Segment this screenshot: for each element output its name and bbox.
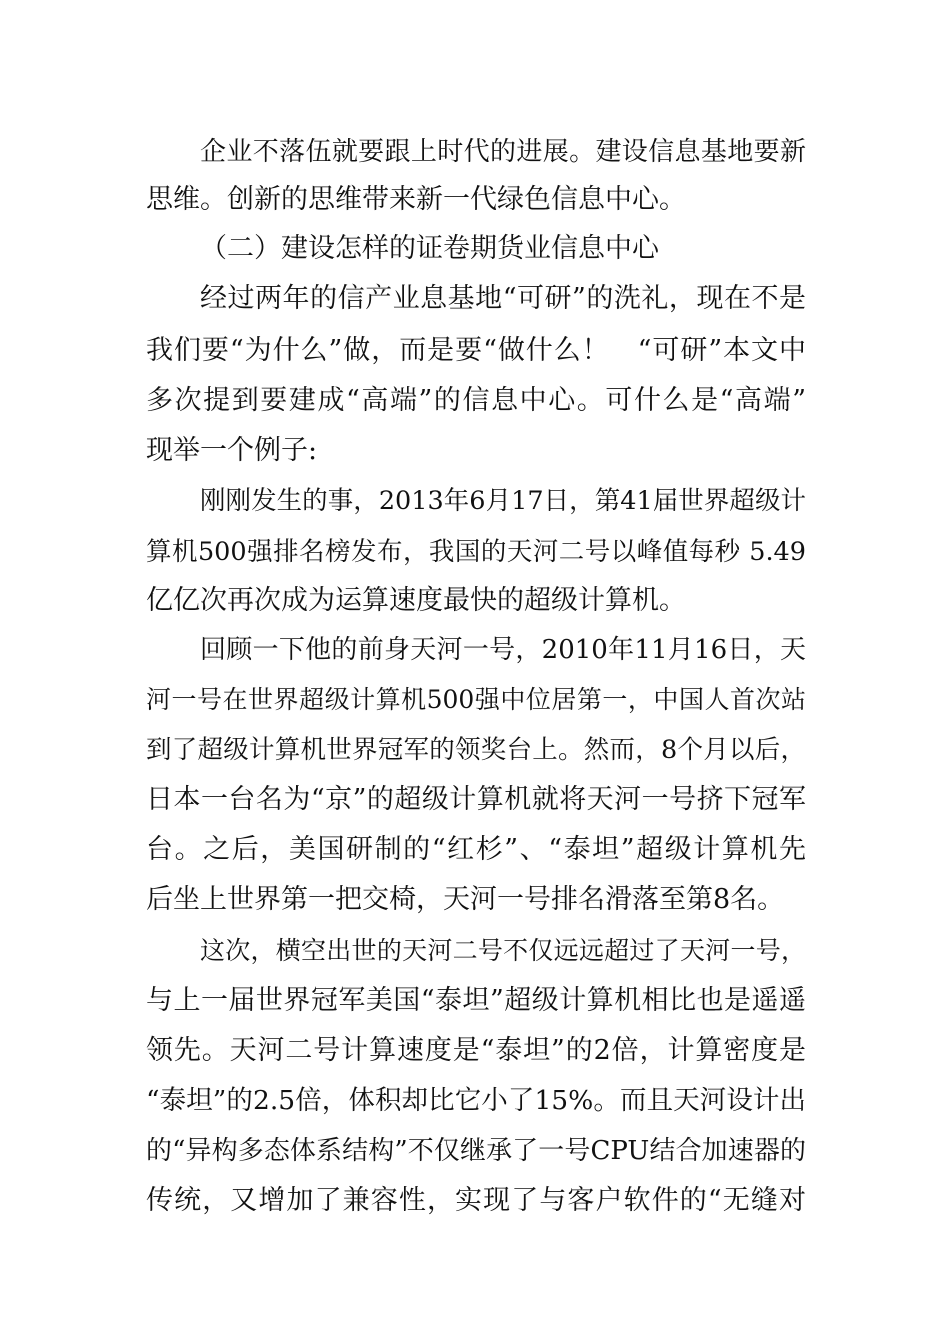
paragraph-line: 多次提到要建成“高端”的信息中心。可什么是“高端” (146, 385, 806, 416)
paragraph-line: 领先。天河二号计算速度是“泰坦”的2倍，计算密度是 (146, 1035, 806, 1066)
paragraph-line: 我们要“为什么”做，而是要“做什么！ “可研”本文中 (146, 335, 806, 366)
paragraph-line: 台。之后，美国研制的“红杉”、“泰坦”超级计算机先 (146, 834, 806, 865)
paragraph-line: 刚刚发生的事，2013年6月17日，第41届世界超级计 (200, 486, 806, 516)
paragraph-line: “泰坦”的2.5倍，体积却比它小了15%。而且天河设计出 (146, 1085, 806, 1116)
paragraph-line: 亿亿次再次成为运算速度最快的超级计算机。 (146, 585, 686, 616)
paragraph-line: 到了超级计算机世界冠军的领奖台上。然而，8个月以后， (146, 735, 806, 765)
paragraph-line: 与上一届世界冠军美国“泰坦”超级计算机相比也是遥遥 (146, 985, 806, 1016)
paragraph-line: 的“异构多态体系结构”不仅继承了一号CPU结合加速器的 (146, 1136, 806, 1166)
paragraph-line: 这次，横空出世的天河二号不仅远远超过了天河一号， (200, 936, 806, 965)
paragraph-line: 算机500强排名榜发布，我国的天河二号以峰值每秒 5.49 (146, 537, 806, 567)
paragraph-line: 传统，又增加了兼容性，实现了与客户软件的“无缝对 (146, 1185, 806, 1216)
paragraph-line: 现举一个例子: (146, 435, 318, 466)
paragraph-line: 回顾一下他的前身天河一号，2010年11月16日，天 (200, 635, 806, 665)
paragraph-line: 后坐上世界第一把交椅，天河一号排名滑落至第8名。 (146, 884, 785, 915)
paragraph-line: 河一号在世界超级计算机500强中位居第一，中国人首次站 (146, 685, 806, 714)
paragraph-line: 思维。创新的思维带来新一代绿色信息中心。 (146, 184, 686, 215)
paragraph-line: 经过两年的信产业息基地“可研”的洗礼，现在不是 (200, 283, 806, 314)
paragraph-line: 企业不落伍就要跟上时代的进展。建设信息基地要新 (200, 137, 806, 167)
section-heading: （二）建设怎样的证卷期货业信息中心 (200, 233, 659, 264)
paragraph-line: 日本一台名为“京”的超级计算机就将天河一号挤下冠军 (146, 784, 806, 815)
